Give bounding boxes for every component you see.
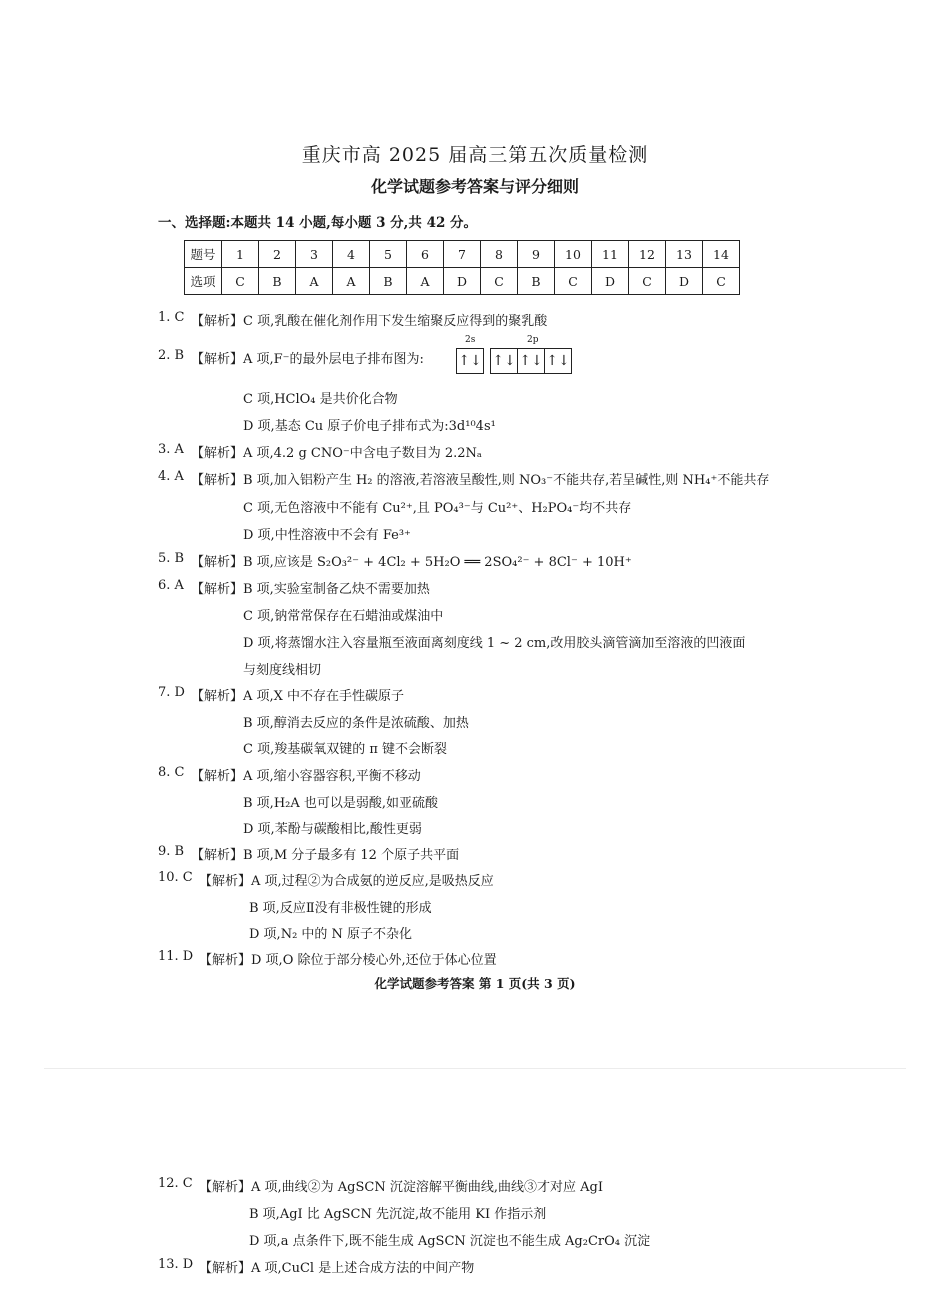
item-line: D 项,基态 Cu 原子价电子排布式为:3d¹⁰4s¹ xyxy=(243,419,496,434)
item-number: 12. C xyxy=(158,1176,193,1191)
table-cell: 14 xyxy=(703,241,740,268)
table-cell: C xyxy=(629,268,666,295)
item-line: 【解析】B 项,M 分子最多有 12 个原子共平面 xyxy=(191,848,460,863)
table-cell: D xyxy=(444,268,481,295)
item-line: 【解析】C 项,乳酸在催化剂作用下发生缩聚反应得到的聚乳酸 xyxy=(191,314,548,329)
item-line: D 项,N₂ 中的 N 原子不杂化 xyxy=(249,927,413,942)
table-cell: A xyxy=(296,268,333,295)
table-cell: B xyxy=(370,268,407,295)
table-cell: 6 xyxy=(407,241,444,268)
item-line: B 项,AgI 比 AgSCN 先沉淀,故不能用 KI 作指示剂 xyxy=(249,1207,547,1222)
item-line: D 项,将蒸馏水注入容量瓶至液面离刻度线 1 ~ 2 cm,改用胶头滴管滴加至溶液的凹液面 xyxy=(243,636,746,651)
item-number: 3. A xyxy=(158,442,184,457)
table-cell: 2 xyxy=(259,241,296,268)
table-cell: D xyxy=(592,268,629,295)
orbital-box-2p xyxy=(490,348,572,374)
table-cell: C xyxy=(481,268,518,295)
orbital-cell: ↑↓ xyxy=(458,353,482,369)
item-number: 9. B xyxy=(158,844,185,859)
item-line: 【解析】A 项,F⁻的最外层电子排布图为: xyxy=(191,352,424,367)
item-number: 4. A xyxy=(158,469,184,484)
item-number: 10. C xyxy=(158,870,193,885)
table-cell: C xyxy=(703,268,740,295)
item-line: B 项,醇消去反应的条件是浓硫酸、加热 xyxy=(243,716,469,731)
table-row-answers xyxy=(185,268,740,295)
item-line: 【解析】D 项,O 除位于部分棱心外,还位于体心位置 xyxy=(199,953,497,968)
item-number: 8. C xyxy=(158,765,185,780)
item-number: 2. B xyxy=(158,348,185,363)
item-line: 【解析】A 项,4.2 g CNO⁻中含电子数目为 2.2Nₐ xyxy=(191,446,482,461)
item-number: 7. D xyxy=(158,685,185,700)
table-cell: D xyxy=(666,268,703,295)
table-cell: B xyxy=(259,268,296,295)
item-line: C 项,HClO₄ 是共价化合物 xyxy=(243,392,398,407)
table-cell: 1 xyxy=(222,241,259,268)
section-heading: 一、选择题:本题共 14 小题,每小题 3 分,共 42 分。 xyxy=(158,215,478,231)
item-line: C 项,羧基碳氧双键的 π 键不会断裂 xyxy=(243,742,448,757)
table-cell: A xyxy=(407,268,444,295)
table-header-cell: 选项 xyxy=(185,268,222,295)
item-line: 【解析】A 项,CuCl 是上述合成方法的中间产物 xyxy=(199,1261,475,1276)
item-line: C 项,钠常常保存在石蜡油或煤油中 xyxy=(243,609,444,624)
table-cell: A xyxy=(333,268,370,295)
table-row-numbers xyxy=(185,241,740,268)
table-header-cell: 题号 xyxy=(185,241,222,268)
item-line: 【解析】A 项,X 中不存在手性碳原子 xyxy=(191,689,405,704)
orbital-cell: ↑↓ xyxy=(491,349,518,373)
orbital-cell: ↑↓ xyxy=(518,349,545,373)
item-line: 【解析】A 项,过程②为合成氨的逆反应,是吸热反应 xyxy=(199,874,494,889)
table-cell: 10 xyxy=(555,241,592,268)
table-cell: 11 xyxy=(592,241,629,268)
orbital-box-2s xyxy=(456,348,484,374)
item-line: 【解析】A 项,缩小容器容积,平衡不移动 xyxy=(191,769,421,784)
item-line: 【解析】B 项,实验室制备乙炔不需要加热 xyxy=(191,582,430,597)
table-cell: C xyxy=(555,268,592,295)
page-divider xyxy=(44,1068,906,1069)
item-number: 1. C xyxy=(158,310,185,325)
table-cell: 7 xyxy=(444,241,481,268)
item-line: B 项,H₂A 也可以是弱酸,如亚硫酸 xyxy=(243,796,439,811)
item-number: 5. B xyxy=(158,551,185,566)
page-title: 重庆市高 2025 届高三第五次质量检测 xyxy=(301,144,649,166)
item-line: 【解析】B 项,应该是 S₂O₃²⁻ + 4Cl₂ + 5H₂O ══ 2SO₄²⁻ + 8Cl⁻ + 10H⁺ xyxy=(191,555,632,570)
item-line: D 项,苯酚与碳酸相比,酸性更弱 xyxy=(243,822,422,837)
page-subtitle: 化学试题参考答案与评分细则 xyxy=(370,177,579,196)
table-cell: 5 xyxy=(370,241,407,268)
item-line: B 项,反应Ⅱ没有非极性键的形成 xyxy=(249,901,432,916)
item-line: 【解析】A 项,曲线②为 AgSCN 沉淀溶解平衡曲线,曲线③才对应 AgI xyxy=(199,1180,603,1195)
orbital-cell: ↑↓ xyxy=(546,353,570,369)
item-line: D 项,a 点条件下,既不能生成 AgSCN 沉淀也不能生成 Ag₂CrO₄ 沉淀 xyxy=(249,1234,651,1249)
item-line: 【解析】B 项,加入铝粉产生 H₂ 的溶液,若溶液呈酸性,则 NO₃⁻不能共存,若呈碱性,则 NH₄⁺不能共存 xyxy=(191,473,770,488)
orbital-label-2s: 2s xyxy=(465,335,476,345)
item-number: 11. D xyxy=(158,949,194,964)
answer-table xyxy=(184,240,740,295)
table-cell: 13 xyxy=(666,241,703,268)
item-line: 与刻度线相切 xyxy=(243,663,322,678)
table-cell: 4 xyxy=(333,241,370,268)
table-cell: B xyxy=(518,268,555,295)
orbital-label-2p: 2p xyxy=(527,335,539,345)
page-footer: 化学试题参考答案 第 1 页(共 3 页) xyxy=(374,976,576,991)
item-line: D 项,中性溶液中不会有 Fe³⁺ xyxy=(243,528,411,543)
table-cell: 12 xyxy=(629,241,666,268)
item-line: C 项,无色溶液中不能有 Cu²⁺,且 PO₄³⁻与 Cu²⁺、H₂PO₄⁻均不共存 xyxy=(243,501,632,516)
table-cell: 8 xyxy=(481,241,518,268)
table-cell: 3 xyxy=(296,241,333,268)
table-cell: 9 xyxy=(518,241,555,268)
item-number: 13. D xyxy=(158,1257,194,1272)
table-cell: C xyxy=(222,268,259,295)
item-number: 6. A xyxy=(158,578,184,593)
